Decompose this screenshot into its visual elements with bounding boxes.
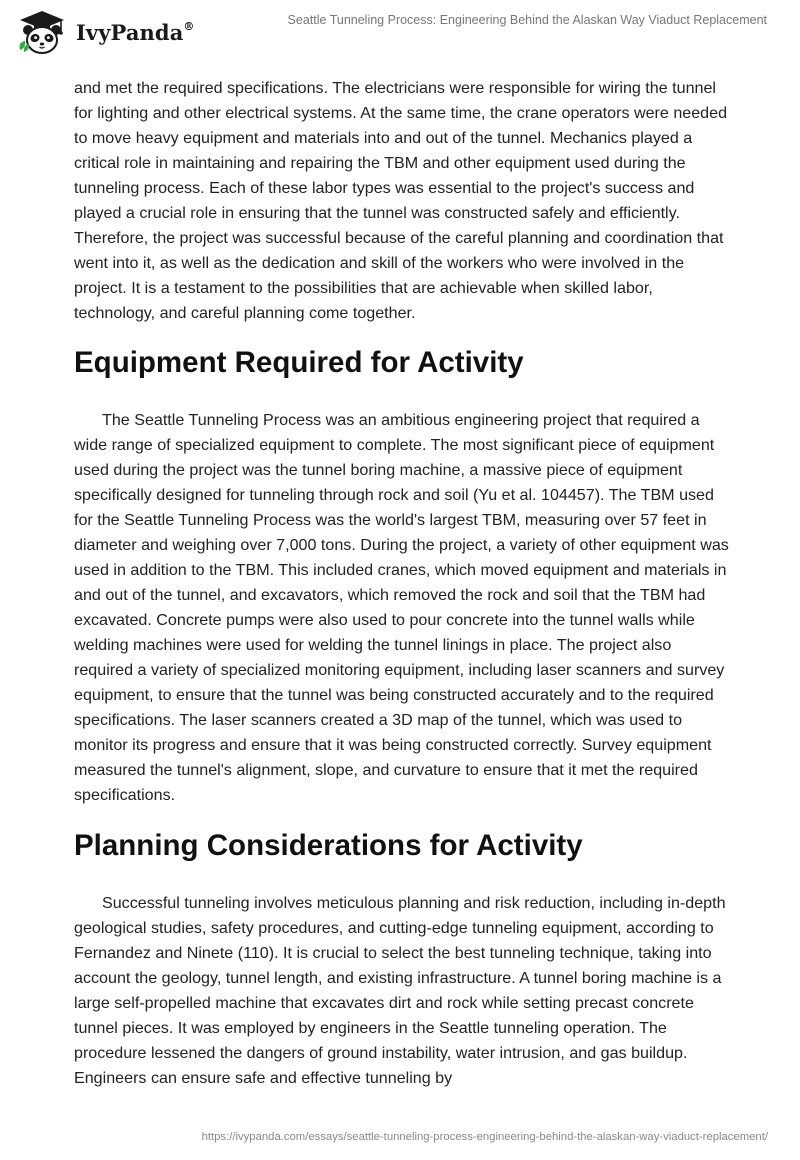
section-heading-equipment: Equipment Required for Activity xyxy=(74,346,524,379)
body-paragraph-2: The Seattle Tunneling Process was an ambitious engineering project that required a wide range of specialized equipment to complete. The most significant piece of equipment used during the project was the tunnel boring machine, a massive piece of equipment specifically designed for tunneling through rock and soil (Yu et al. 104457). The TBM used for the Seattle Tunneling Process was the world's largest TBM, measuring over 57 feet in diameter and weighing over 7,000 tons. During the project, a variety of other equipment was used in addition to the TBM. This included cranes, which moved equipment and materials in and out of the tunnel, and excavators, which removed the rock and soil that the TBM had excavated. Concrete pumps were also used to pour concrete into the tunnel walls while welding machines were used for welding the tunnel linings in place. The project also required a variety of specialized monitoring equipment, including laser scanners and survey equipment, to ensure that the tunnel was being constructed accurately and to the required specifications. The laser scanners created a 3D map of the tunnel, which was used to monitor its progress and ensure that it was being constructed correctly. Survey equipment measured the tunnel's alignment, slope, and curvature to ensure that it met the required specifications. xyxy=(74,411,729,804)
panda-graduate-icon xyxy=(14,8,70,56)
source-url[interactable]: https://ivypanda.com/essays/seattle-tunneling-process-engineering-behind-the-alaskan-way-viaduct-replacement/ xyxy=(201,1131,768,1143)
body-paragraph-1: and met the required specifications. The electricians were responsible for wiring the tunnel for lighting and other electrical systems. At the same time, the crane operators were needed to move heavy equipment and materials into and out of the tunnel. Mechanics played a critical role in maintaining and repairing the TBM and other equipment used during the tunneling process. Each of these labor types was essential to the project's success and played a crucial role in ensuring that the tunnel was constructed safely and efficiently. Therefore, the project was successful because of the careful planning and coordination that went into it, as well as the dedication and skill of the workers who were involved in the project. It is a testament to the possibilities that are achievable when skilled labor, technology, and careful planning come together. xyxy=(74,79,728,322)
essay-content xyxy=(74,76,734,1091)
registered-mark: ® xyxy=(183,19,195,33)
section-heading-planning: Planning Considerations for Activity xyxy=(74,829,583,862)
logo-wordmark: IvyPanda® xyxy=(76,19,195,45)
ivypanda-logo[interactable] xyxy=(14,8,195,56)
body-paragraph-3: Successful tunneling involves meticulous planning and risk reduction, including in-depth geological studies, safety procedures, and cutting-edge tunneling equipment, according to Fernandez and Ninete (110). It is crucial to select the best tunneling technique, taking into account the geology, tunnel length, and existing infrastructure. A tunnel boring machine is a large self-propelled machine that excavates dirt and rock while setting precast concrete tunnel pieces. It was employed by engineers in the Seattle tunneling operation. The procedure lessened the dangers of ground instability, water intrusion, and gas buildup. Engineers can ensure safe and effective tunneling by xyxy=(74,894,726,1087)
page-header xyxy=(0,0,800,70)
document-title: Seattle Tunneling Process: Engineering Behind the Alaskan Way Viaduct Replacement xyxy=(287,13,767,27)
